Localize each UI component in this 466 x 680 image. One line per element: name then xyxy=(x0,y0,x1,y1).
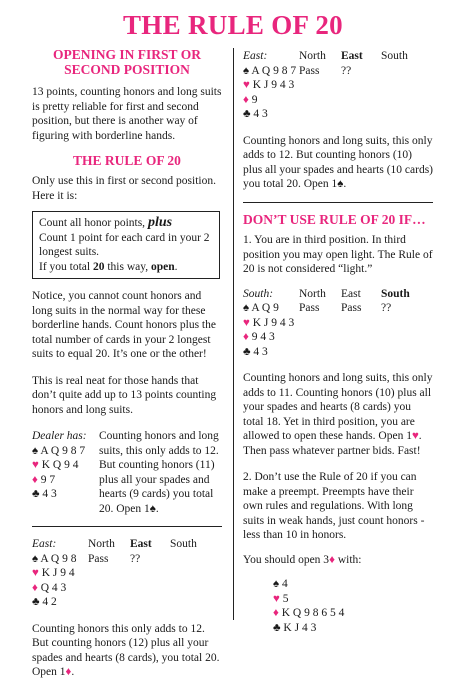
east-clubs xyxy=(243,107,433,122)
south-bidding-grid xyxy=(243,287,433,316)
section-heading-rule: THE RULE OF 20 xyxy=(73,153,181,168)
east-hearts xyxy=(243,78,433,93)
rule-total-text: If you total xyxy=(39,260,91,273)
bid-north: Pass xyxy=(299,302,320,314)
rule-count-text: Count all honor points, xyxy=(39,217,146,229)
period: . xyxy=(155,502,159,515)
card-values: 4 3 xyxy=(253,345,268,358)
east-label: East: xyxy=(243,50,268,62)
heart-icon: ♥ xyxy=(32,459,39,471)
south-clubs xyxy=(243,345,433,360)
dealer-diamonds xyxy=(32,473,99,488)
rule-line-3 xyxy=(39,260,213,275)
diamond-icon: ♦ xyxy=(65,666,72,678)
east-bidding-grid xyxy=(32,537,222,566)
usage-paragraph: Only use this in first or second position. Here it is: xyxy=(32,175,216,202)
diamond-icon: ♦ xyxy=(243,331,249,343)
dealer-explanation xyxy=(99,429,222,516)
bid-header-south-west xyxy=(381,49,417,64)
dealer-example xyxy=(32,429,222,516)
heart-icon: ♥ xyxy=(411,430,419,442)
card-values: A Q 9 8 7 xyxy=(251,64,297,77)
club-icon: ♣ xyxy=(243,108,251,120)
rule-box xyxy=(32,211,220,279)
card-values: K Q 9 8 6 5 4 xyxy=(281,607,345,619)
east-example-right xyxy=(243,49,433,122)
column-divider xyxy=(233,48,234,620)
open3-text: You should open 3 xyxy=(243,553,330,566)
bid-header-north: North xyxy=(299,287,326,300)
bid-header-south: South xyxy=(170,538,197,550)
east-bidding-grid-right xyxy=(243,49,433,78)
dealer-hearts xyxy=(32,458,99,473)
rule-way-text: this way, xyxy=(107,260,149,273)
rule-period: . xyxy=(174,260,178,273)
card-values: 4 2 xyxy=(42,596,57,608)
diamond-icon: ♦ xyxy=(32,473,38,486)
dealer-spades xyxy=(32,444,99,459)
south-paragraph xyxy=(243,371,433,458)
spade-icon: ♠ xyxy=(243,64,250,77)
period: . xyxy=(343,178,347,190)
south-label: South: xyxy=(243,287,274,300)
card-values: K J 9 4 3 xyxy=(252,79,295,91)
diamond-icon: ♦ xyxy=(243,93,249,106)
spade-icon: ♠ xyxy=(32,444,39,457)
south-hearts xyxy=(243,316,433,331)
bid-header-north: North xyxy=(88,538,115,550)
rule-line-1 xyxy=(39,216,213,231)
card-values: K J 4 3 xyxy=(283,621,317,634)
bid-header-south: South xyxy=(381,287,410,300)
suit-line xyxy=(243,64,299,79)
card-values: 9 xyxy=(251,93,258,106)
rule-open-text: open xyxy=(151,260,175,273)
heart-icon: ♥ xyxy=(273,592,280,605)
east-example-left xyxy=(32,537,222,610)
rule-line-2: Count 1 point for each card in your 2 longest suits. xyxy=(39,231,210,258)
east-clubs xyxy=(32,595,222,610)
bid-header-north: North xyxy=(299,50,326,62)
card-values: A Q 9 8 7 xyxy=(40,444,86,457)
spade-icon: ♠ xyxy=(32,552,39,565)
period: . xyxy=(71,666,75,678)
spade-icon: ♠ xyxy=(337,178,344,190)
card-values: Q 4 3 xyxy=(40,581,67,594)
bid-header-east: East xyxy=(341,287,361,300)
horizontal-rule xyxy=(243,202,433,203)
bid-header-east: East xyxy=(130,538,152,550)
south-example xyxy=(243,287,433,360)
south-text-end: . Then pass whatever partner bids. Fast! xyxy=(243,430,422,457)
club-icon: ♣ xyxy=(273,621,281,634)
heart-icon: ♥ xyxy=(243,316,250,329)
bid-east: ?? xyxy=(130,552,141,565)
dealer-label: Dealer has: xyxy=(32,430,87,442)
final-hand xyxy=(273,577,433,635)
card-values: K Q 9 4 xyxy=(41,459,79,471)
right-column xyxy=(243,49,433,635)
dealer-clubs xyxy=(32,487,99,502)
heart-icon: ♥ xyxy=(32,567,39,579)
neat-paragraph: This is real neat for those hands that don’t quite add up to 13 points counting honors and long suits. xyxy=(32,374,217,416)
dealer-text: Counting honors and long suits, this only adds to 12. But counting honors (11) plus all your spades and hearts (9 cards) you total 20. Open 1 xyxy=(99,430,219,515)
bid-header-south: South xyxy=(381,50,408,62)
club-icon: ♣ xyxy=(32,488,40,500)
final-hearts xyxy=(273,592,433,607)
suit-line xyxy=(243,301,299,316)
card-values: K J 9 4 3 xyxy=(252,316,295,329)
section-heading-opening: OPENING IN FIRST OR SECOND POSITION xyxy=(53,47,201,77)
suit-line xyxy=(32,552,88,567)
club-icon: ♣ xyxy=(32,596,40,608)
club-icon: ♣ xyxy=(243,345,251,358)
east-label: East: xyxy=(32,538,57,550)
south-text: Counting honors and long suits, this only adds to 11. Counting honors (10) plus all your spades and hearts (8 cards) you total 18. Yet in third position, you are allowed to open these hands. Open 1 xyxy=(243,372,433,442)
page-title: THE RULE OF 20 xyxy=(123,10,343,40)
east-text: Counting honors and long suits, this only adds to 12. But counting honors (10) plus all your spades and hearts (10 cards) you total 20. Open 1 xyxy=(243,134,434,190)
diamond-icon: ♦ xyxy=(273,607,279,619)
card-values: 4 3 xyxy=(253,108,268,120)
east-text: Counting honors this only adds to 12. But counting honors (12) plus all your spades and hearts (8 cards), you total 20. Open 1 xyxy=(32,622,220,678)
item2-paragraph: 2. Don’t use the Rule of 20 if you can make a preempt. Preempts have their own rules and regulations. With long suits in weak hands, just count honors - less than 10 in honors. xyxy=(243,471,425,541)
open3-text-end: with: xyxy=(334,553,362,566)
notice-paragraph: Notice, you cannot count honors and long suits in the normal way for these borderline hands. Count honors plus the total number of cards in your 2 longest suits to equal 20. It’s one or the other! xyxy=(32,290,216,360)
rule-plus-text: plus xyxy=(147,215,173,230)
bid-east: ?? xyxy=(341,64,352,77)
dealer-hand xyxy=(32,429,99,516)
east-diamonds xyxy=(243,93,433,108)
heart-icon: ♥ xyxy=(243,79,250,91)
card-values: 5 xyxy=(282,592,289,605)
east-diamonds xyxy=(32,581,222,596)
spade-icon: ♠ xyxy=(243,302,250,314)
bid-south: ?? xyxy=(381,302,392,314)
south-diamonds xyxy=(243,330,433,345)
bid-north: Pass xyxy=(299,64,320,77)
bid-header-east: East xyxy=(341,50,363,62)
left-column xyxy=(32,47,222,680)
final-diamonds xyxy=(273,606,433,621)
diamond-icon: ♦ xyxy=(32,581,38,594)
card-values: 4 3 xyxy=(42,488,57,500)
intro-paragraph: 13 points, counting honors and long suits is pretty reliable for first and second position, but there is another way of figuring with borderline hands. xyxy=(32,86,222,142)
bid-north: Pass xyxy=(88,552,109,565)
diamond-icon: ♦ xyxy=(329,553,335,566)
item1-paragraph: 1. You are in third position. In third position you may open light. The Rule of 20 is not considered “light.” xyxy=(243,234,433,275)
card-values: 4 xyxy=(281,578,288,590)
card-values: A Q 9 8 xyxy=(40,552,77,565)
east-paragraph xyxy=(32,622,222,680)
card-values: A Q 9 xyxy=(251,302,279,314)
spade-icon: ♠ xyxy=(273,578,280,590)
card-values: 9 4 3 xyxy=(251,331,275,343)
open3-paragraph xyxy=(243,553,433,568)
section-heading-dont-use: DON’T USE RULE OF 20 IF… xyxy=(243,211,426,227)
bid-east: Pass xyxy=(341,302,362,314)
spade-icon: ♠ xyxy=(149,502,156,515)
horizontal-rule xyxy=(32,526,222,527)
card-values: K J 9 4 xyxy=(41,567,75,579)
east-paragraph-right xyxy=(243,134,433,192)
rule-total-number: 20 xyxy=(92,260,105,273)
card-values: 9 7 xyxy=(40,473,56,486)
final-spades xyxy=(273,577,433,592)
east-hearts xyxy=(32,566,222,581)
